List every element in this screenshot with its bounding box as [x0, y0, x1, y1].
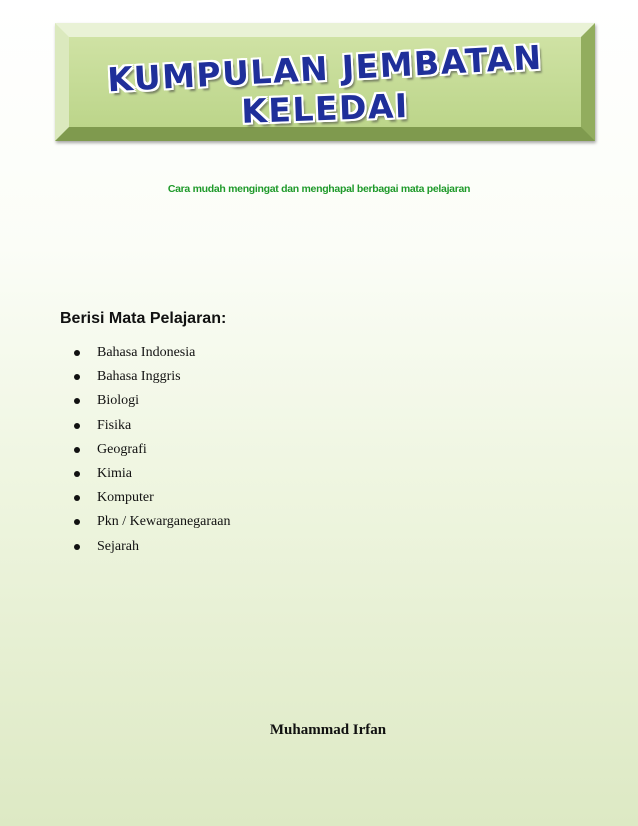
- subject-label: Sejarah: [97, 538, 139, 554]
- subject-label: Bahasa Inggris: [97, 369, 181, 385]
- title-line-1: KUMPULAN JEMBATAN: [106, 37, 544, 100]
- subject-label: Fisika: [97, 417, 132, 433]
- author-name: Muhammad Irfan: [269, 722, 387, 738]
- section-heading: Berisi Mata Pelajaran:: [60, 310, 227, 327]
- subject-label: Bahasa Indonesia: [97, 345, 196, 360]
- subject-label: Geografi: [97, 441, 147, 457]
- title-line-2: KELEDAI: [240, 86, 410, 131]
- bullet-icon: [74, 374, 80, 380]
- subject-label: Komputer: [97, 490, 154, 506]
- bullet-icon: [74, 495, 80, 501]
- subtitle: Cara mudah mengingat dan menghapal berbagai mata pelajaran: [167, 183, 471, 195]
- bullet-icon: [74, 471, 80, 477]
- bullet-icon: [74, 447, 80, 453]
- bullet-icon: [74, 350, 80, 356]
- bullet-icon: [74, 544, 80, 550]
- bullet-icon: [74, 519, 80, 525]
- bullet-icon: [74, 423, 80, 429]
- subject-label: Biologi: [97, 393, 140, 409]
- bullet-icon: [74, 398, 80, 404]
- title-banner: [55, 23, 595, 141]
- subject-label: Kimia: [97, 465, 132, 481]
- subject-label: Pkn / Kewarganegaraan: [97, 514, 231, 530]
